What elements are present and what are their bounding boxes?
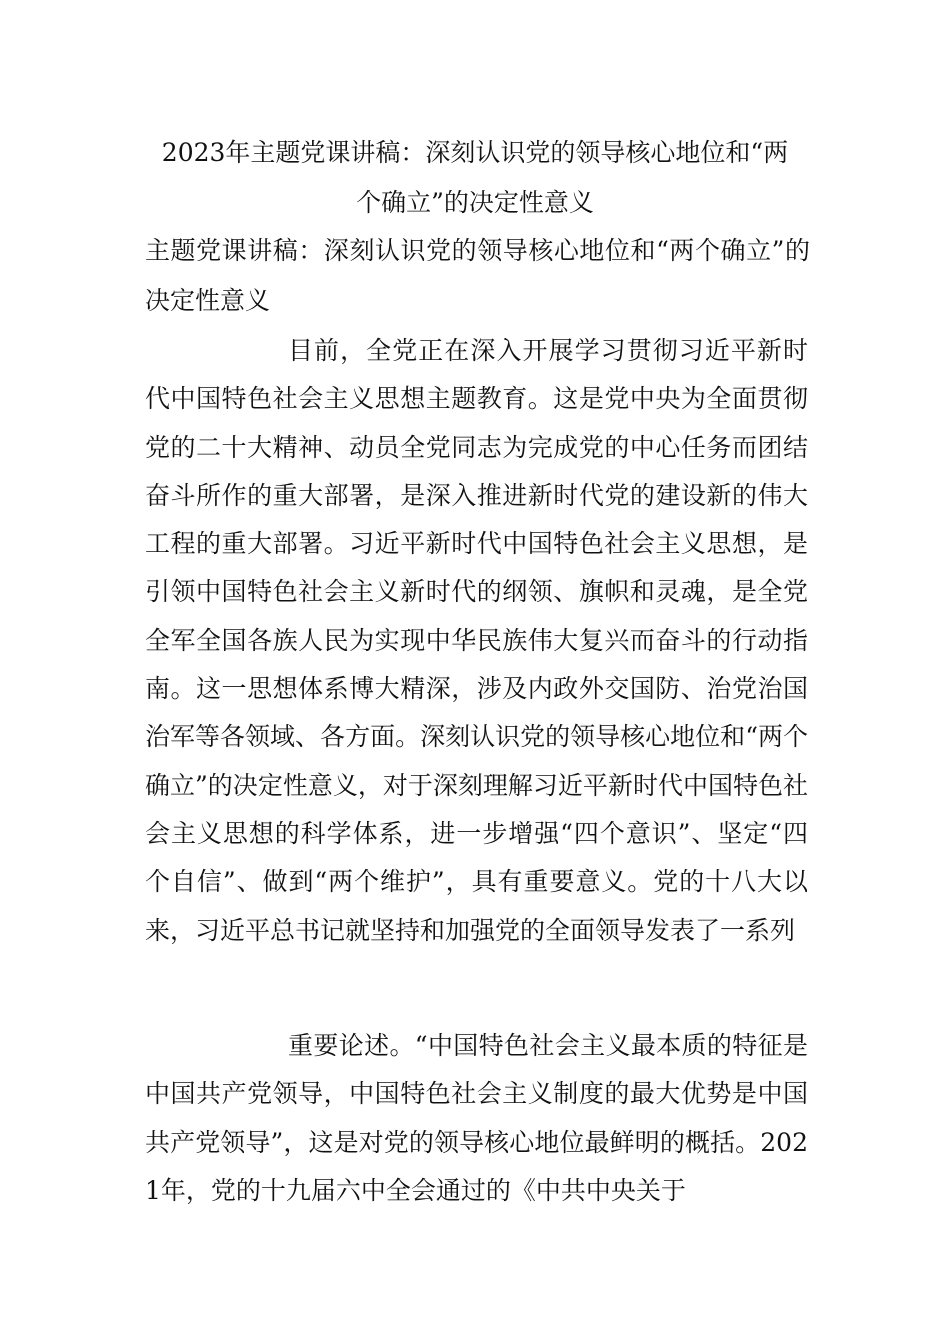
body-paragraph-1: 目前，全党正在深入开展学习贯彻习近平新时代中国特色社会主义思想主题教育。这是党中央为全面贯彻党的二十大精神、动员全党同志为完成党的中心任务而团结奋斗所作的重大部署，是深入推进新时代党的建设新的伟大工程的重大部署。习近平新时代中国特色社会主义思想，是引领中国特色社会主义新时代的纲领、旗帜和灵魂，是全党全军全国各族人民为实现中华民族伟大复兴而奋斗的行动指南。这一思想体系博大精深，涉及内政外交国防、治党治国治军等各领域、各方面。深刻认识党的领导核心地位和“两个确立”的决定性意义，对于深刻理解习近平新时代中国特色社会主义思想的科学体系，进一步增强“四个意识”、坚定“四个自信”、做到“两个维护”，具有重要意义。党的十八大以来，习近平总书记就坚持和加强党的全面领导发表了一系列 [145, 336, 808, 945]
body-paragraph-2: 重要论述。“中国特色社会主义最本质的特征是中国共产党领导，中国特色社会主义制度的最大优势是中国共产党领导”，这是对党的领导核心地位最鲜明的概括。2021年，党的十九届六中全会通过的《中共中央关于 [145, 1031, 808, 1205]
title-line-2: 个确立”的决定性意义 [356, 188, 594, 217]
document-title [140, 128, 810, 228]
document-subtitle: 主题党课讲稿：深刻认识党的领导核心地位和“两个确立”的决定性意义 [145, 236, 810, 315]
title-line-1: 2023年主题党课讲稿：深刻认识党的领导核心地位和“两 [161, 138, 789, 167]
